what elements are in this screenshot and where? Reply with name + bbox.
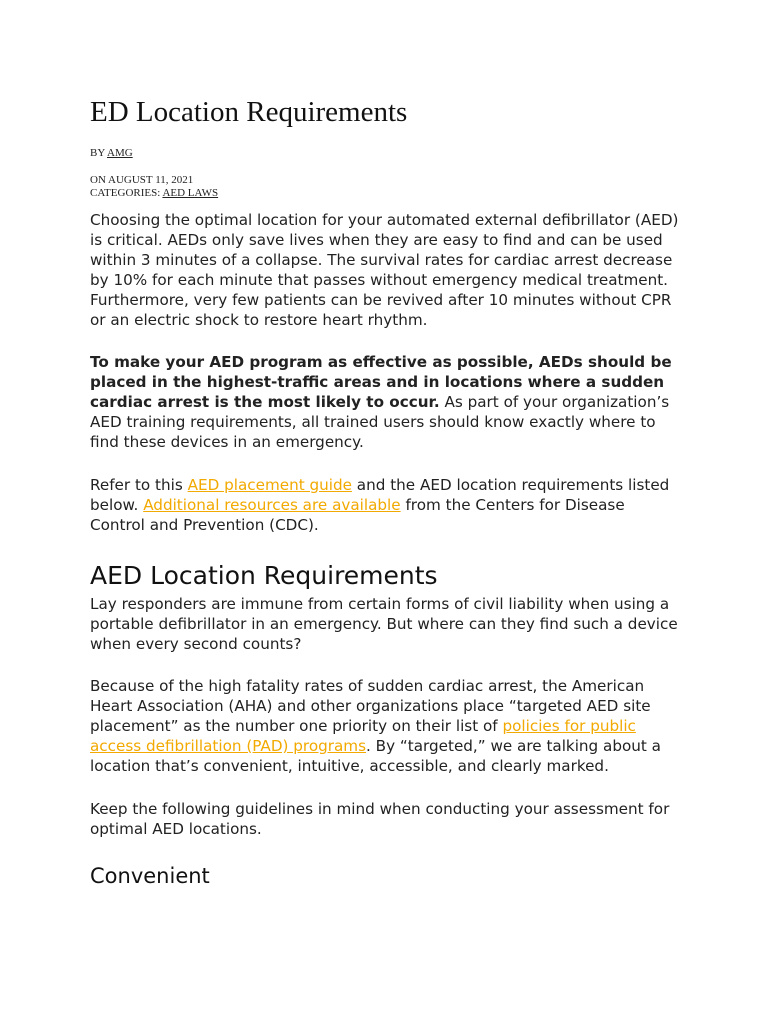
plain-text: below. xyxy=(90,496,144,514)
subsection-heading: Convenient xyxy=(90,864,210,888)
paragraph-line: Because of the high fatality rates of sudden cardiac arrest, the American xyxy=(90,677,645,695)
paragraph-line: find these devices in an emergency. xyxy=(90,433,364,451)
intro-paragraph xyxy=(90,210,690,330)
plain-text: from the Centers for Disease xyxy=(400,496,625,514)
plain-text: Refer to this xyxy=(90,476,188,494)
bold-text: placed in the highest-traffic areas and in locations where a sudden xyxy=(90,373,665,391)
paragraph-line: Choosing the optimal location for your automated external defibrillator (AED) xyxy=(90,211,679,229)
plain-text: . By “targeted,” we are talking about a xyxy=(366,737,661,755)
paragraph-line xyxy=(90,495,690,515)
paragraph-line: is critical. AEDs only save lives when they are easy to find and can be used xyxy=(90,231,663,249)
paragraph-line: Heart Association (AHA) and other organizations place “targeted AED site xyxy=(90,697,651,715)
aed-placement-guide-link[interactable]: AED placement guide xyxy=(187,476,352,494)
paragraph-line: optimal AED locations. xyxy=(90,820,262,838)
paragraph-line: Keep the following guidelines in mind when conducting your assessment for xyxy=(90,800,670,818)
page-title: ED Location Requirements xyxy=(90,96,408,128)
additional-resources-link[interactable]: Additional resources are available xyxy=(143,496,401,514)
liability-paragraph xyxy=(90,594,690,654)
pad-policies-link-continued[interactable]: access defibrillation (PAD) programs xyxy=(90,737,367,755)
paragraph-line xyxy=(90,716,690,736)
byline-prefix: BY xyxy=(90,147,108,159)
plain-text: placement” as the number one priority on their list of xyxy=(90,717,503,735)
paragraph-line: within 3 minutes of a collapse. The survival rates for cardiac arrest decrease xyxy=(90,251,673,269)
paragraph-line: Lay responders are immune from certain forms of civil liability when using a xyxy=(90,595,670,613)
byline xyxy=(90,147,133,160)
section-heading: AED Location Requirements xyxy=(90,561,438,590)
paragraph-line xyxy=(90,475,690,495)
emphasis-paragraph xyxy=(90,352,690,452)
paragraph-line: by 10% for each minute that passes without emergency medical treatment. xyxy=(90,271,668,289)
plain-text: As part of your organization’s xyxy=(439,393,670,411)
guidelines-paragraph xyxy=(90,799,690,839)
paragraph-line: Control and Prevention (CDC). xyxy=(90,516,319,534)
paragraph-line: location that’s convenient, intuitive, accessible, and clearly marked. xyxy=(90,757,609,775)
categories-prefix: CATEGORIES: xyxy=(90,187,163,199)
paragraph-line xyxy=(90,372,690,392)
author-link[interactable]: AMG xyxy=(107,147,133,159)
paragraph-line: or an electric shock to restore heart rhythm. xyxy=(90,311,428,329)
paragraph-line: AED training requirements, all trained users should know exactly where to xyxy=(90,413,656,431)
paragraph-line xyxy=(90,352,690,372)
paragraph-line: portable defibrillator in an emergency. But where can they find such a device xyxy=(90,615,678,633)
paragraph-line xyxy=(90,392,690,412)
resources-paragraph xyxy=(90,475,690,535)
paragraph-line xyxy=(90,736,690,756)
aha-paragraph xyxy=(90,676,690,776)
paragraph-line: Furthermore, very few patients can be revived after 10 minutes without CPR xyxy=(90,291,672,309)
bold-text: cardiac arrest is the most likely to occur. xyxy=(90,393,440,411)
paragraph-line: when every second counts? xyxy=(90,635,302,653)
category-link[interactable]: AED LAWS xyxy=(162,187,219,199)
post-date: ON AUGUST 11, 2021 xyxy=(90,174,194,186)
categories xyxy=(90,187,218,200)
plain-text: and the AED location requirements listed xyxy=(351,476,670,494)
pad-policies-link[interactable]: policies for public xyxy=(502,717,636,735)
bold-text: To make your AED program as effective as possible, AEDs should be xyxy=(90,353,672,371)
